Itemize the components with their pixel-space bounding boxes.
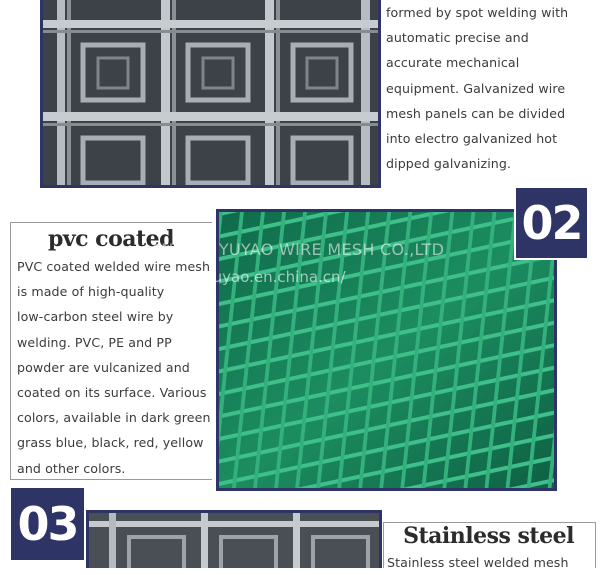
description-line: dipped galvanizing. bbox=[386, 156, 512, 172]
section-number-badge: 03 bbox=[9, 486, 86, 562]
company-watermark: ANPING YUYAO WIRE MESH CO.,LTD bbox=[150, 240, 445, 259]
stainless-mesh-illustration bbox=[89, 513, 382, 568]
description-line: accurate mechanical bbox=[386, 55, 520, 71]
description-line: PVC coated welded wire mesh bbox=[17, 259, 211, 274]
description-line: welding. PVC, PE and PP bbox=[17, 334, 172, 350]
description-line: low-carbon steel wire by bbox=[17, 309, 174, 325]
description-line: into electro galvanized hot bbox=[386, 131, 558, 147]
description-line: formed by spot welding with bbox=[386, 5, 569, 20]
description-line: colors, available in dark green bbox=[17, 410, 211, 426]
description-line: mesh panels can be divided bbox=[386, 105, 566, 121]
description-line: powder are vulcanized and bbox=[17, 359, 190, 375]
url-watermark: https://yuyao.en.china.cn/ bbox=[150, 268, 346, 286]
pvc-coated-title: pvc coated bbox=[47, 226, 175, 252]
description-line: equipment. Galvanized wire bbox=[386, 80, 566, 96]
pvc-description bbox=[17, 254, 217, 481]
stainless-description bbox=[387, 550, 597, 575]
description-line: grass blue, black, red, yellow bbox=[17, 435, 204, 451]
stainless-steel-title: Stainless steel bbox=[403, 523, 574, 549]
description-line: and other colors. bbox=[17, 460, 126, 476]
galvanized-description bbox=[386, 0, 596, 180]
stainless-mesh-photo bbox=[86, 510, 382, 568]
section-number-badge: 02 bbox=[514, 186, 589, 260]
description-line: coated on its surface. Various bbox=[17, 385, 207, 401]
description-line: is made of high-quality bbox=[17, 284, 165, 300]
description-line: Stainless steel welded mesh bbox=[387, 555, 569, 570]
galvanized-mesh-photo bbox=[40, 0, 381, 188]
galvanized-mesh-illustration bbox=[43, 0, 381, 188]
description-line: automatic precise and bbox=[386, 30, 529, 46]
